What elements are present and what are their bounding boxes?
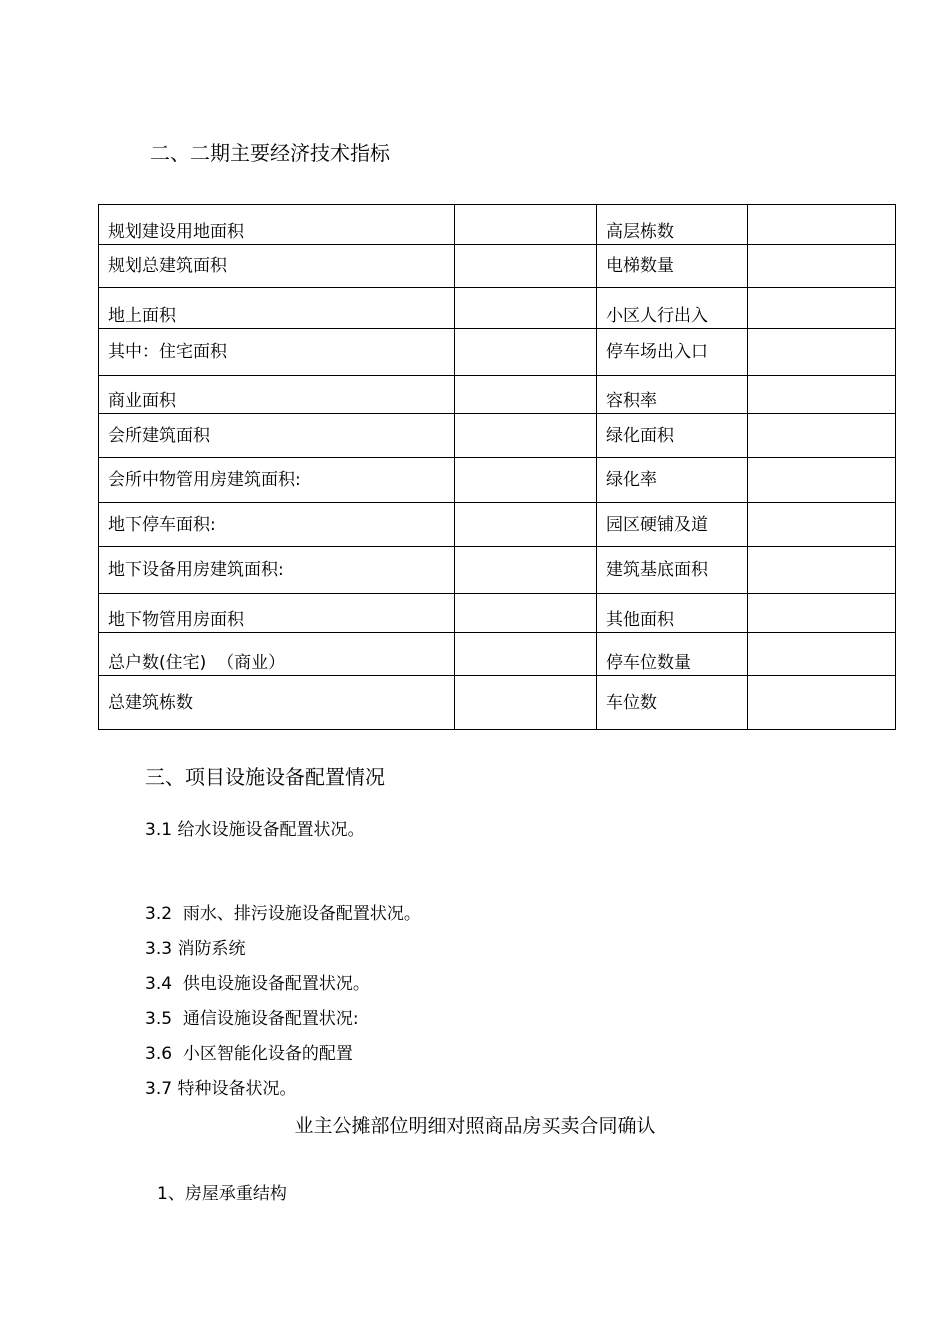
table-cell-label: 其他面积: [597, 594, 748, 633]
table-cell-label: 规划建设用地面积: [99, 205, 455, 245]
table-cell-label: 会所建筑面积: [99, 414, 455, 458]
table-cell-label: 商业面积: [99, 376, 455, 414]
table-row: [99, 458, 896, 503]
table-cell-label: 地上面积: [99, 288, 455, 329]
section3-item: 3.1 给水设施设备配置状况。: [145, 820, 365, 840]
table-cell-label: 总建筑栋数: [99, 676, 455, 730]
section3-item: 3.4 供电设施设备配置状况。: [145, 974, 370, 994]
table-cell-label: 容积率: [597, 376, 748, 414]
table-cell-value: [455, 458, 597, 503]
table-cell-value: [748, 329, 896, 376]
table-cell-label: 总户数(住宅) （商业）: [99, 633, 455, 676]
table-row: [99, 676, 896, 730]
table-cell-label: 规划总建筑面积: [99, 245, 455, 288]
table-cell-value: [455, 205, 597, 245]
table-cell-value: [748, 633, 896, 676]
table-cell-value: [455, 414, 597, 458]
table-cell-label: 绿化面积: [597, 414, 748, 458]
indicators-table: [98, 204, 896, 730]
table-cell-label: 小区人行出入: [597, 288, 748, 329]
table-cell-value: [748, 547, 896, 594]
table-cell-label: 其中：住宅面积: [99, 329, 455, 376]
section3-item: 3.3 消防系统: [145, 939, 246, 959]
table-cell-value: [748, 594, 896, 633]
table-cell-value: [455, 547, 597, 594]
table-cell-value: [455, 676, 597, 730]
table-cell-value: [455, 633, 597, 676]
table-cell-value: [455, 503, 597, 547]
table-cell-value: [455, 329, 597, 376]
table-cell-label: 高层栋数: [597, 205, 748, 245]
table-cell-value: [455, 245, 597, 288]
section2-title: 二、二期主要经济技术指标: [150, 141, 390, 165]
table-cell-value: [748, 503, 896, 547]
table-row: [99, 245, 896, 288]
table-row: [99, 414, 896, 458]
table-cell-value: [455, 288, 597, 329]
table-cell-label: 停车位数量: [597, 633, 748, 676]
table-cell-label: 建筑基底面积: [597, 547, 748, 594]
table-cell-value: [748, 205, 896, 245]
section3-title: 三、项目设施设备配置情况: [145, 765, 385, 789]
table-cell-value: [748, 376, 896, 414]
document-title: 业主公摊部位明细对照商品房买卖合同确认: [294, 1115, 656, 1137]
table-cell-value: [748, 458, 896, 503]
table-cell-label: 绿化率: [597, 458, 748, 503]
section3-item: 3.7 特种设备状况。: [145, 1079, 297, 1099]
table-cell-label: 地下物管用房面积: [99, 594, 455, 633]
table-cell-label: 停车场出入口: [597, 329, 748, 376]
table-row: [99, 633, 896, 676]
table-cell-value: [748, 414, 896, 458]
table-cell-value: [748, 288, 896, 329]
table-cell-label: 电梯数量: [597, 245, 748, 288]
table-cell-value: [748, 676, 896, 730]
table-row: [99, 594, 896, 633]
table-row: [99, 288, 896, 329]
table-cell-value: [748, 245, 896, 288]
table-cell-value: [455, 594, 597, 633]
table-row: [99, 329, 896, 376]
section3-item: 3.2 雨水、排污设施设备配置状况。: [145, 904, 421, 924]
table-cell-value: [455, 376, 597, 414]
table-row: [99, 376, 896, 414]
table-cell-label: 车位数: [597, 676, 748, 730]
list-item: 1、房屋承重结构: [157, 1184, 287, 1204]
table-cell-label: 地下停车面积:: [99, 503, 455, 547]
table-row: [99, 503, 896, 547]
section3-item: 3.6 小区智能化设备的配置: [145, 1044, 353, 1064]
table-cell-label: 会所中物管用房建筑面积:: [99, 458, 455, 503]
table-row: [99, 205, 896, 245]
table-row: [99, 547, 896, 594]
table-cell-label: 园区硬铺及道: [597, 503, 748, 547]
table-cell-label: 地下设备用房建筑面积:: [99, 547, 455, 594]
section3-item: 3.5 通信设施设备配置状况:: [145, 1009, 359, 1029]
